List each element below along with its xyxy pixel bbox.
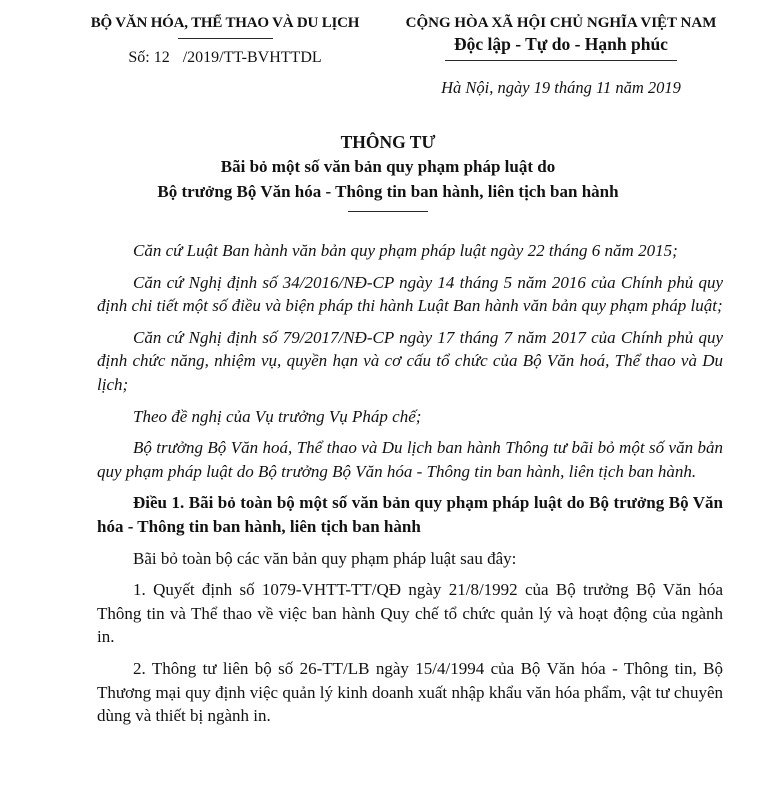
paragraph-proposal: Theo đề nghị của Vụ trưởng Vụ Pháp chế;: [133, 406, 422, 426]
paragraph-legal-basis-decree-34: Căn cứ Nghị định số 34/2016/NĐ-CP ngày 14 tháng 5 năm 2016 của Chính phủ quy định chi tiết một số điều và biện pháp thi hành Luật Ban hành văn bản quy phạm pháp luật;: [97, 272, 723, 316]
document-body: [0, 239, 776, 728]
document-number-prefix: Số: 12: [128, 49, 170, 66]
title-divider: [348, 211, 428, 212]
paragraph-article-1-heading: Điều 1. Bãi bỏ toàn bộ một số văn bản quy phạm pháp luật do Bộ trưởng Bộ Văn hóa - Thông tin ban hành, liên tịch ban hành: [97, 493, 723, 536]
document-number-suffix: /2019/TT-BVHTTDL: [182, 49, 322, 66]
paragraph-item-1: 1. Quyết định số 1079-VHTT-TT/QĐ ngày 21/8/1992 của Bộ trưởng Bộ Văn hóa Thông tin và Thể thao về việc ban hành Quy chế tổ chức quản lý và hoạt động của ngành in.: [97, 580, 723, 647]
paragraph-legal-basis-law: Căn cứ Luật Ban hành văn bản quy phạm pháp luật ngày 22 tháng 6 năm 2015;: [133, 241, 678, 260]
motto-divider: [445, 60, 677, 61]
place-date-line: Hà Nội, ngày 19 tháng 11 năm 2019: [441, 78, 681, 97]
national-motto: Độc lập - Tự do - Hạnh phúc: [454, 34, 668, 54]
document-subtitle-line1: Bãi bỏ một số văn bản quy phạm pháp luật do: [220, 157, 556, 176]
document-number: [60, 49, 390, 67]
paragraph-item-2: 2. Thông tư liên bộ số 26-TT/LB ngày 15/4/1994 của Bộ Văn hóa - Thông tin, Bộ Thương mại quy định việc quản lý kinh doanh xuất nhập khẩu văn hóa phẩm, vật tư chuyên dùng và thiết bị ngành in.: [97, 658, 723, 726]
document-type-title: THÔNG TƯ: [340, 132, 436, 152]
paragraph-article-1-intro: Bãi bỏ toàn bộ các văn bản quy phạm pháp luật sau đây:: [133, 548, 517, 568]
national-title: CỘNG HÒA XÃ HỘI CHỦ NGHĨA VIỆT NAM: [405, 15, 717, 31]
title-block: [0, 130, 776, 212]
issuing-authority-name: BỘ VĂN HÓA, THỂ THAO VÀ DU LỊCH: [90, 15, 360, 31]
document-header: [0, 14, 776, 98]
paragraph-legal-basis-decree-79: Căn cứ Nghị định số 79/2017/NĐ-CP ngày 17 tháng 7 năm 2017 của Chính phủ quy định chức năng, nhiệm vụ, quyền hạn và cơ cấu tổ chức của Bộ Văn hoá, Thể thao và Du lịch;: [97, 327, 723, 394]
issuing-authority-block: [60, 14, 390, 67]
document-subtitle-line2: Bộ trưởng Bộ Văn hóa - Thông tin ban hành, liên tịch ban hành: [157, 182, 619, 201]
national-motto-block: [391, 14, 731, 98]
issuing-authority-divider: [178, 38, 273, 39]
paragraph-promulgation: Bộ trưởng Bộ Văn hoá, Thể thao và Du lịch ban hành Thông tư bãi bỏ một số văn bản quy phạm pháp luật do Bộ trưởng Bộ Văn hóa - Thông tin ban hành, liên tịch ban hành.: [97, 438, 723, 481]
